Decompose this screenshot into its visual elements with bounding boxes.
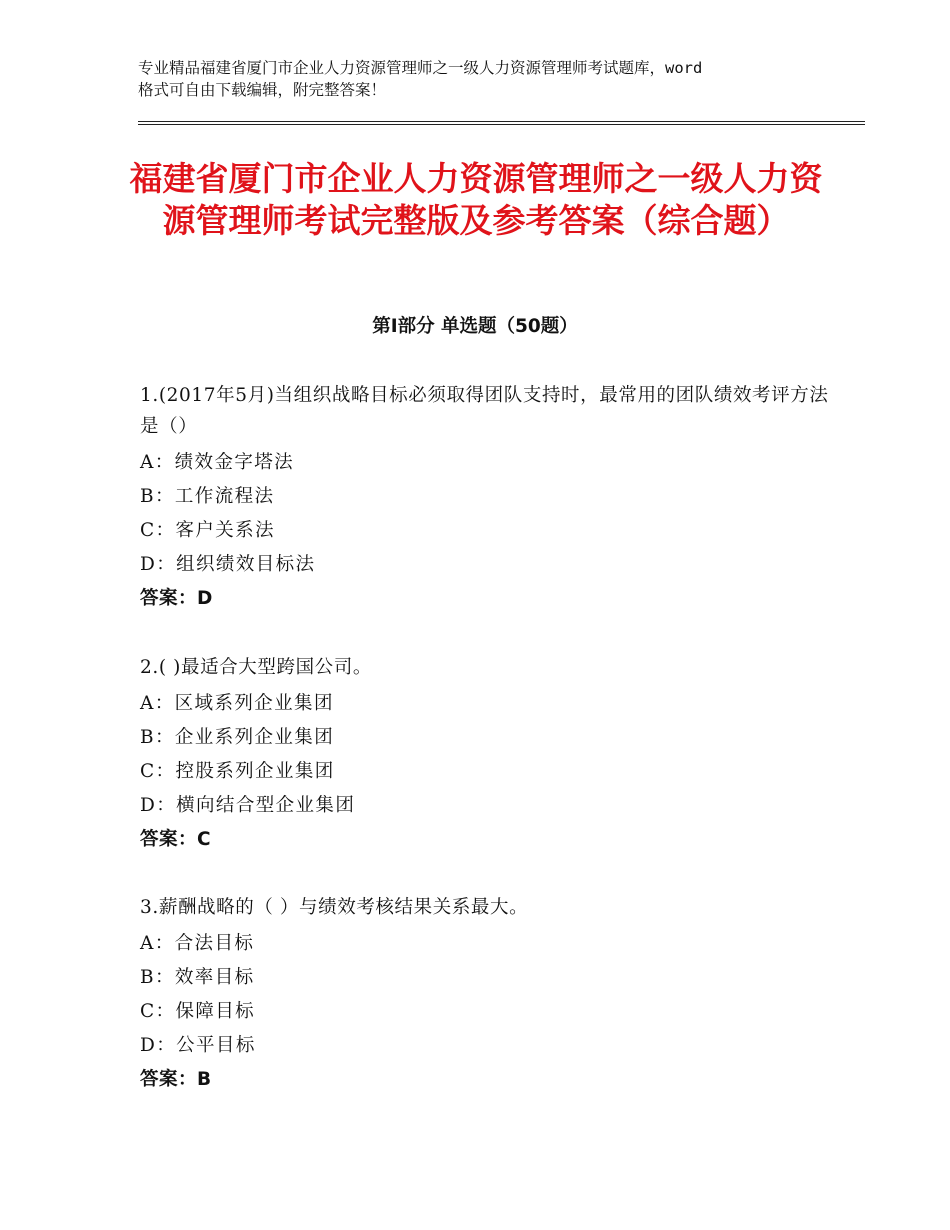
answer: 答案：C <box>140 829 212 850</box>
header-note <box>138 57 828 101</box>
header-note-line-1: 专业精品福建省厦门市企业人力资源管理师之一级人力资源管理师考试题库，word <box>138 59 703 77</box>
option-d: D：公平目标 <box>140 1035 256 1056</box>
option-b: B：企业系列企业集团 <box>140 727 335 748</box>
question-2 <box>140 652 830 857</box>
section-heading: 第Ⅰ部分 单选题（50题） <box>372 316 578 337</box>
option-d: D：横向结合型企业集团 <box>140 795 356 816</box>
option-d: D：组织绩效目标法 <box>140 554 316 575</box>
header-note-line-2: 格式可自由下载编辑，附完整答案！ <box>138 81 387 99</box>
question-1 <box>140 380 830 616</box>
answer: 答案：B <box>140 1069 212 1090</box>
option-b: B：工作流程法 <box>140 486 275 507</box>
header-divider <box>138 121 865 125</box>
question-stem: 1.(2017年5月)当组织战略目标必须取得团队支持时，最常用的团队绩效考评方法是（） <box>140 385 829 437</box>
option-b: B：效率目标 <box>140 967 255 988</box>
question-stem: 3.薪酬战略的（ ）与绩效考核结果关系最大。 <box>140 897 529 918</box>
option-a: A：绩效金字塔法 <box>140 452 295 473</box>
option-c: C：控股系列企业集团 <box>140 761 335 782</box>
option-c: C：客户关系法 <box>140 520 275 541</box>
question-stem: 2.( )最适合大型跨国公司。 <box>140 657 372 678</box>
document-title: 福建省厦门市企业人力资源管理师之一级人力资源管理师考试完整版及参考答案（综合题） <box>129 159 823 240</box>
option-c: C：保障目标 <box>140 1001 256 1022</box>
option-a: A：区域系列企业集团 <box>140 693 334 714</box>
question-3 <box>140 892 830 1097</box>
option-a: A：合法目标 <box>140 933 255 954</box>
answer: 答案：D <box>140 588 213 609</box>
